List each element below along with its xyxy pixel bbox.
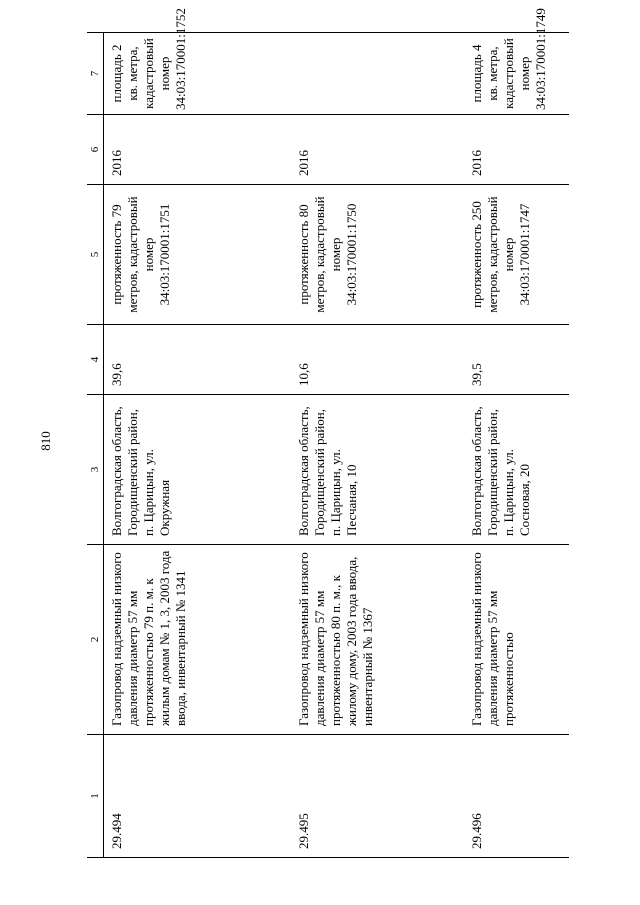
row-number-cell: 29.496 bbox=[464, 735, 569, 858]
value-cell: 39,5 bbox=[464, 325, 569, 395]
table-row bbox=[291, 33, 464, 858]
land-cell bbox=[291, 33, 464, 115]
year-cell: 2016 bbox=[104, 115, 292, 185]
table-header-row bbox=[87, 33, 104, 858]
column-header: 5 bbox=[87, 185, 104, 325]
rotated-table-wrapper bbox=[87, 8, 572, 858]
land-cell: площадь 2 кв. метра, кадастровый номер 34:03:170001:1752 bbox=[104, 33, 292, 115]
column-header: 7 bbox=[87, 33, 104, 115]
property-register-table bbox=[87, 8, 569, 858]
land-cell: площадь 4 кв. метра, кадастровый номер 34:03:170001:1749 bbox=[464, 33, 569, 115]
address-cell: Волгоградская область, Городищенский район, п. Царицын, ул. Сосновая, 20 bbox=[464, 395, 569, 545]
characteristics-cell: протяженность 250 метров, кадастровый номер 34:03:170001:1747 bbox=[464, 185, 569, 325]
name-cell: Газопровод надземный низкого давления диаметр 57 мм протяженностью 80 п. м., к жилому дому, 2003 года ввода, инвентарный № 1367 bbox=[291, 545, 464, 735]
year-cell: 2016 bbox=[464, 115, 569, 185]
column-header: 3 bbox=[87, 395, 104, 545]
column-header: 2 bbox=[87, 545, 104, 735]
value-cell: 10,6 bbox=[291, 325, 464, 395]
name-cell: Газопровод надземный низкого давления диаметр 57 мм протяженностью 79 п. м. к жилым домам № 1, 3, 2003 года ввода, инвентарный № 1341 bbox=[104, 545, 292, 735]
row-number-cell: 29.494 bbox=[104, 735, 292, 858]
column-header: 4 bbox=[87, 325, 104, 395]
address-cell: Волгоградская область, Городищенский район, п. Царицын, ул. Песчаная, 10 bbox=[291, 395, 464, 545]
value-cell: 39,6 bbox=[104, 325, 292, 395]
characteristics-cell: протяженность 79 метров, кадастровый номер 34:03:170001:1751 bbox=[104, 185, 292, 325]
name-cell: Газопровод надземный низкого давления диаметр 57 мм протяженностью bbox=[464, 545, 569, 735]
page-number: 810 bbox=[38, 431, 53, 451]
year-cell: 2016 bbox=[291, 115, 464, 185]
characteristics-cell: протяженность 80 метров, кадастровый номер 34:03:170001:1750 bbox=[291, 185, 464, 325]
column-header: 1 bbox=[87, 735, 104, 858]
column-header: 6 bbox=[87, 115, 104, 185]
row-number-cell: 29.495 bbox=[291, 735, 464, 858]
table-row bbox=[464, 33, 569, 858]
address-cell: Волгоградская область, Городищенский район, п. Царицын, ул. Окружная bbox=[104, 395, 292, 545]
table-row bbox=[104, 33, 292, 858]
